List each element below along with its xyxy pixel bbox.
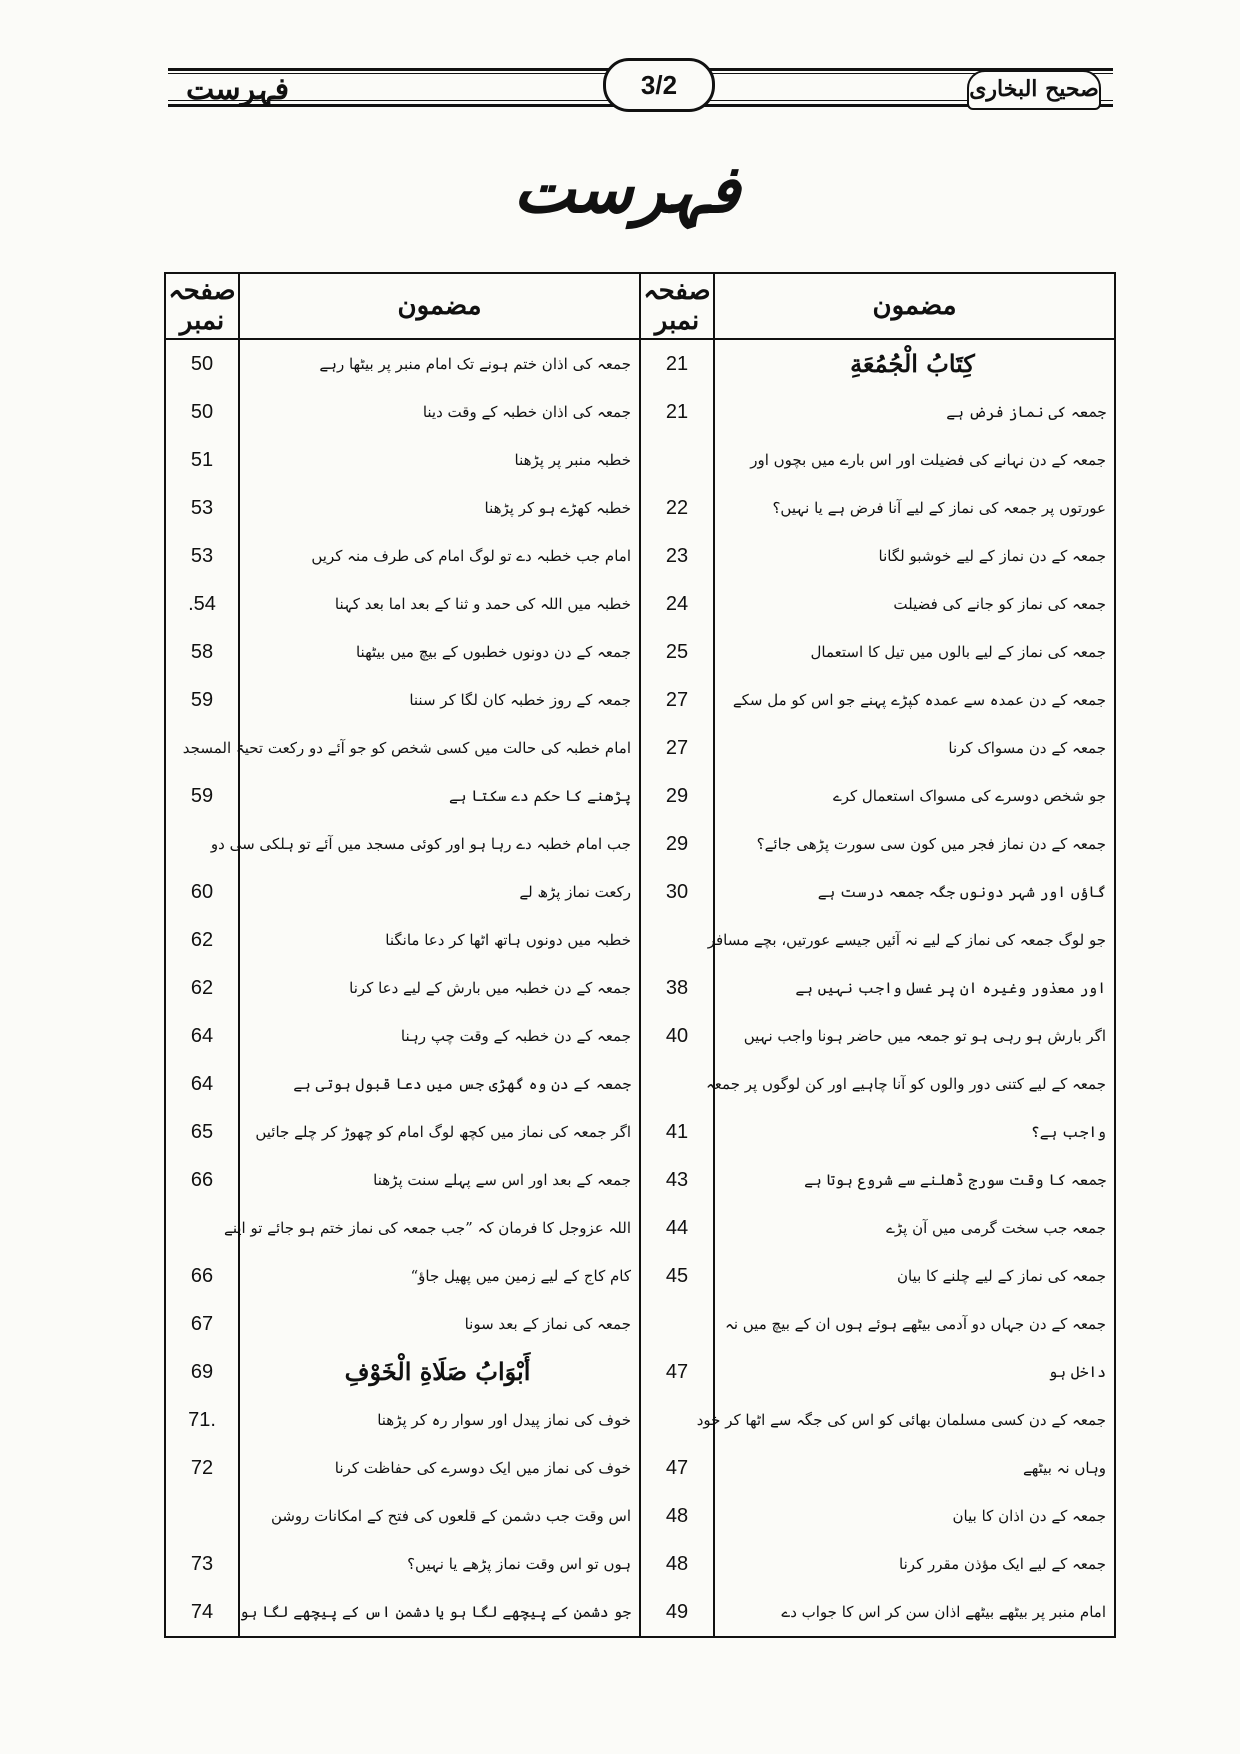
- header-section-title: فہرست: [186, 72, 290, 107]
- subject-entry: جمعہ کے دن جہاں دو آدمی بیٹھے ہوئے ہوں ان کے بیچ میں نہ: [725, 1315, 1106, 1333]
- page-number: 45: [665, 1265, 689, 1287]
- column-header-subject: مضمون: [714, 273, 1115, 339]
- page-number: 47: [665, 1457, 689, 1479]
- page-number: 49: [665, 1601, 689, 1623]
- subject-entry: جمعہ کے دن خطبہ میں بارش کے لیے دعا کرنا: [349, 979, 631, 997]
- page-number: [641, 916, 713, 964]
- header-book-title: صحیح البخاری: [967, 70, 1101, 110]
- running-header: [168, 58, 1113, 112]
- page-number: 64: [190, 1073, 214, 1095]
- subject-entry: جمعہ کے دن دونوں خطبوں کے بیچ میں بیٹھنا: [355, 643, 631, 661]
- subject-entry: اس وقت جب دشمن کے قلعوں کی فتح کے امکانات روشن: [270, 1507, 631, 1525]
- subject-entry: خوف کی نماز میں ایک دوسرے کی حفاظت کرنا: [334, 1459, 631, 1477]
- subject-entry: جمعہ کے دن کسی مسلمان بھائی کو اس کی جگہ سے اٹھا کر خود: [696, 1411, 1106, 1429]
- page-number: 43: [665, 1169, 689, 1191]
- subject-entry: جمعہ کے دن وہ گھڑی جس میں دعا قبول ہوتی ہے: [293, 1075, 631, 1093]
- page-number: 64: [190, 1025, 214, 1047]
- subject-entry: خوف کی نماز پیدل اور سوار رہ کر پڑھنا: [377, 1411, 631, 1429]
- page-title: فہرست: [513, 150, 740, 228]
- subject-entry: امام جب خطبہ دے تو لوگ امام کی طرف منہ کریں: [311, 547, 631, 565]
- subject-entry: جمعہ کی نماز فرض ہے: [946, 403, 1106, 421]
- page-number: 71.: [188, 1409, 216, 1431]
- subject-entry: خطبہ کھڑے ہو کر پڑھنا: [484, 499, 631, 517]
- subject-entry: جمعہ کے دن نہانے کی فضیلت اور اس بارے میں بچوں اور: [750, 451, 1106, 469]
- column-header-subject: مضمون: [239, 273, 640, 339]
- subject-entry: اگر جمعہ کی نماز میں کچھ لوگ امام کو چھوڑ کر چلے جائیں: [255, 1123, 631, 1141]
- page-number: .54: [188, 593, 216, 615]
- page-number: [166, 1492, 238, 1540]
- subject-entry: جمعہ کے دن نماز فجر میں کون سی سورت پڑھی جائے؟: [756, 835, 1106, 853]
- subject-entry: جمعہ کے لیے کتنی دور والوں کو آنا چاہیے اور کن لوگوں پر جمعہ: [706, 1075, 1106, 1093]
- page-number: 67: [190, 1313, 214, 1335]
- subject-entry: گاؤں اور شہر دونوں جگہ جمعہ درست ہے: [817, 883, 1106, 901]
- header-volume-label: 3/2: [603, 58, 715, 112]
- subject-entry: ہوں تو اس وقت نماز پڑھے یا نہیں؟: [407, 1555, 631, 1573]
- subject-entry: خطبہ میں دونوں ہاتھ اٹھا کر دعا مانگنا: [385, 931, 631, 949]
- subject-entry: امام خطبہ کی حالت میں کسی شخص کو جو آئے دو رکعت تحیۃ المسجد: [182, 739, 631, 757]
- subject-entry: جمعہ کے دن مسواک کرنا: [948, 739, 1106, 757]
- page-number: 60: [190, 881, 214, 903]
- subject-entry: جمعہ کی اذان خطبہ کے وقت دینا: [422, 403, 631, 421]
- page-number: 30: [665, 881, 689, 903]
- page-number: 66: [190, 1169, 214, 1191]
- page-number: 58: [190, 641, 214, 663]
- page-number: 22: [665, 497, 689, 519]
- subject-entry: جمعہ کے بعد اور اس سے پہلے سنت پڑھنا: [373, 1171, 631, 1189]
- page-number: 50: [190, 353, 214, 375]
- page-number: 62: [190, 977, 214, 999]
- page-number: 59: [190, 785, 214, 807]
- subject-entry: جمعہ کے دن نماز کے لیے خوشبو لگانا: [878, 547, 1106, 565]
- page-number: 66: [190, 1265, 214, 1287]
- page-number: 24: [665, 593, 689, 615]
- page-number: 65: [190, 1121, 214, 1143]
- page-number: 53: [190, 545, 214, 567]
- page-number: 73: [190, 1553, 214, 1575]
- subject-entry: جمعہ جب سخت گرمی میں آن پڑے: [886, 1219, 1106, 1237]
- subject-entry: خطبہ میں اللہ کی حمد و ثنا کے بعد اما بعد کہنا: [334, 595, 631, 613]
- subject-entry: جو دشمن کے پیچھے لگا ہو یا دشمن اس کے پیچھے لگا ہو: [239, 1603, 631, 1621]
- subject-entry: جمعہ کے روز خطبہ کان لگا کر سننا: [409, 691, 631, 709]
- subject-entry: جمعہ کی نماز کے لیے بالوں میں تیل کا استعمال: [810, 643, 1106, 661]
- subject-entry: رکعت نماز پڑھ لے: [519, 883, 631, 901]
- subject-entry: جمعہ کے دن اذان کا بیان: [952, 1507, 1106, 1525]
- subject-entry: جمعہ کی نماز کو جانے کی فضیلت: [893, 595, 1106, 613]
- subject-entry: جمعہ کے دن خطبہ کے وقت چپ رہنا: [400, 1027, 631, 1045]
- subject-entry: پڑھنے کا حکم دے سکتا ہے: [448, 787, 631, 805]
- page-number: 23: [665, 545, 689, 567]
- table-header-row: [165, 273, 1115, 339]
- page-number: 59: [190, 689, 214, 711]
- subject-entry: جمعہ کی نماز کے لیے چلنے کا بیان: [896, 1267, 1106, 1285]
- column-header-page: صفحہ نمبر: [640, 273, 714, 339]
- page-number: 27: [665, 737, 689, 759]
- page-number: 25: [665, 641, 689, 663]
- subject-entry: عورتوں پر جمعہ کی نماز کے لیے آنا فرض ہے یا نہیں؟: [772, 499, 1106, 517]
- page-number: [641, 436, 713, 484]
- page-number: 48: [665, 1553, 689, 1575]
- subject-entry: جو شخص دوسرے کی مسواک استعمال کرے: [832, 787, 1106, 805]
- subject-entry: اگر بارش ہو رہی ہو تو جمعہ میں حاضر ہونا واجب نہیں: [743, 1027, 1106, 1045]
- column-header-page: صفحہ نمبر: [165, 273, 239, 339]
- page-number: 29: [665, 785, 689, 807]
- subject-entry: اور معذور وغیرہ ان پر غسل واجب نہیں ہے: [795, 979, 1106, 997]
- page-number: 62: [190, 929, 214, 951]
- right-subjects: [696, 339, 1115, 1637]
- page-number: 29: [665, 833, 689, 855]
- page-number: 41: [665, 1121, 689, 1143]
- page-number: 21: [665, 401, 689, 423]
- subject-entry: جمعہ کے لیے ایک مؤذن مقرر کرنا: [899, 1555, 1106, 1573]
- subject-entry: کام کاج کے لیے زمین میں پھیل جاؤ“: [410, 1267, 631, 1285]
- subject-entry: جمعہ کی نماز کے بعد سونا: [464, 1315, 631, 1333]
- section-heading: کِتَابُ الْجُمُعَةِ: [850, 349, 975, 378]
- page-number: 27: [665, 689, 689, 711]
- subject-entry: وہاں نہ بیٹھے: [1022, 1459, 1106, 1477]
- subject-entry: داخل ہو: [1048, 1363, 1106, 1381]
- page-number: 48: [665, 1505, 689, 1527]
- subject-entry: جمعہ کا وقت سورج ڈھلنے سے شروع ہوتا ہے: [804, 1171, 1106, 1189]
- page-number: 50: [190, 401, 214, 423]
- subject-entry: جمعہ کے دن عمدہ سے عمدہ کپڑے پہنے جو اس کو مل سکے: [732, 691, 1106, 709]
- page-number: 21: [665, 353, 689, 375]
- subject-entry: جب امام خطبہ دے رہا ہو اور کوئی مسجد میں آئے تو ہلکی سی دو: [210, 835, 631, 853]
- section-heading: أَبْوَابُ صَلَاةِ الْخَوْفِ: [344, 1357, 531, 1386]
- subject-entry: جمعہ کی اذان ختم ہونے تک امام منبر پر بیٹھا رہے: [319, 355, 631, 373]
- page-number: 40: [665, 1025, 689, 1047]
- page-number: [641, 1060, 713, 1108]
- left-page-numbers: [165, 339, 239, 1637]
- contents-table: [164, 272, 1116, 1638]
- page-number: 47: [665, 1361, 689, 1383]
- subject-entry: واجب ہے؟: [1030, 1123, 1106, 1141]
- page-number: 44: [665, 1217, 689, 1239]
- page-number: 72: [190, 1457, 214, 1479]
- page-number: 69: [190, 1361, 214, 1383]
- page-number: 53: [190, 497, 214, 519]
- subject-entry: امام منبر پر بیٹھے بیٹھے اذان سن کر اس کا جواب دے: [781, 1603, 1106, 1621]
- subject-entry: جو لوگ جمعہ کی نماز کے لیے نہ آئیں جیسے عورتیں، بچے مسافر: [707, 931, 1106, 949]
- page-number: [641, 1300, 713, 1348]
- page-number: 74: [190, 1601, 214, 1623]
- subject-entry: اللہ عزوجل کا فرمان کہ ”جب جمعہ کی نماز ختم ہو جائے تو اپنے: [224, 1219, 631, 1237]
- subject-entry: خطبہ منبر پر پڑھنا: [514, 451, 631, 469]
- page-number: 38: [665, 977, 689, 999]
- page-number: 51: [190, 449, 214, 471]
